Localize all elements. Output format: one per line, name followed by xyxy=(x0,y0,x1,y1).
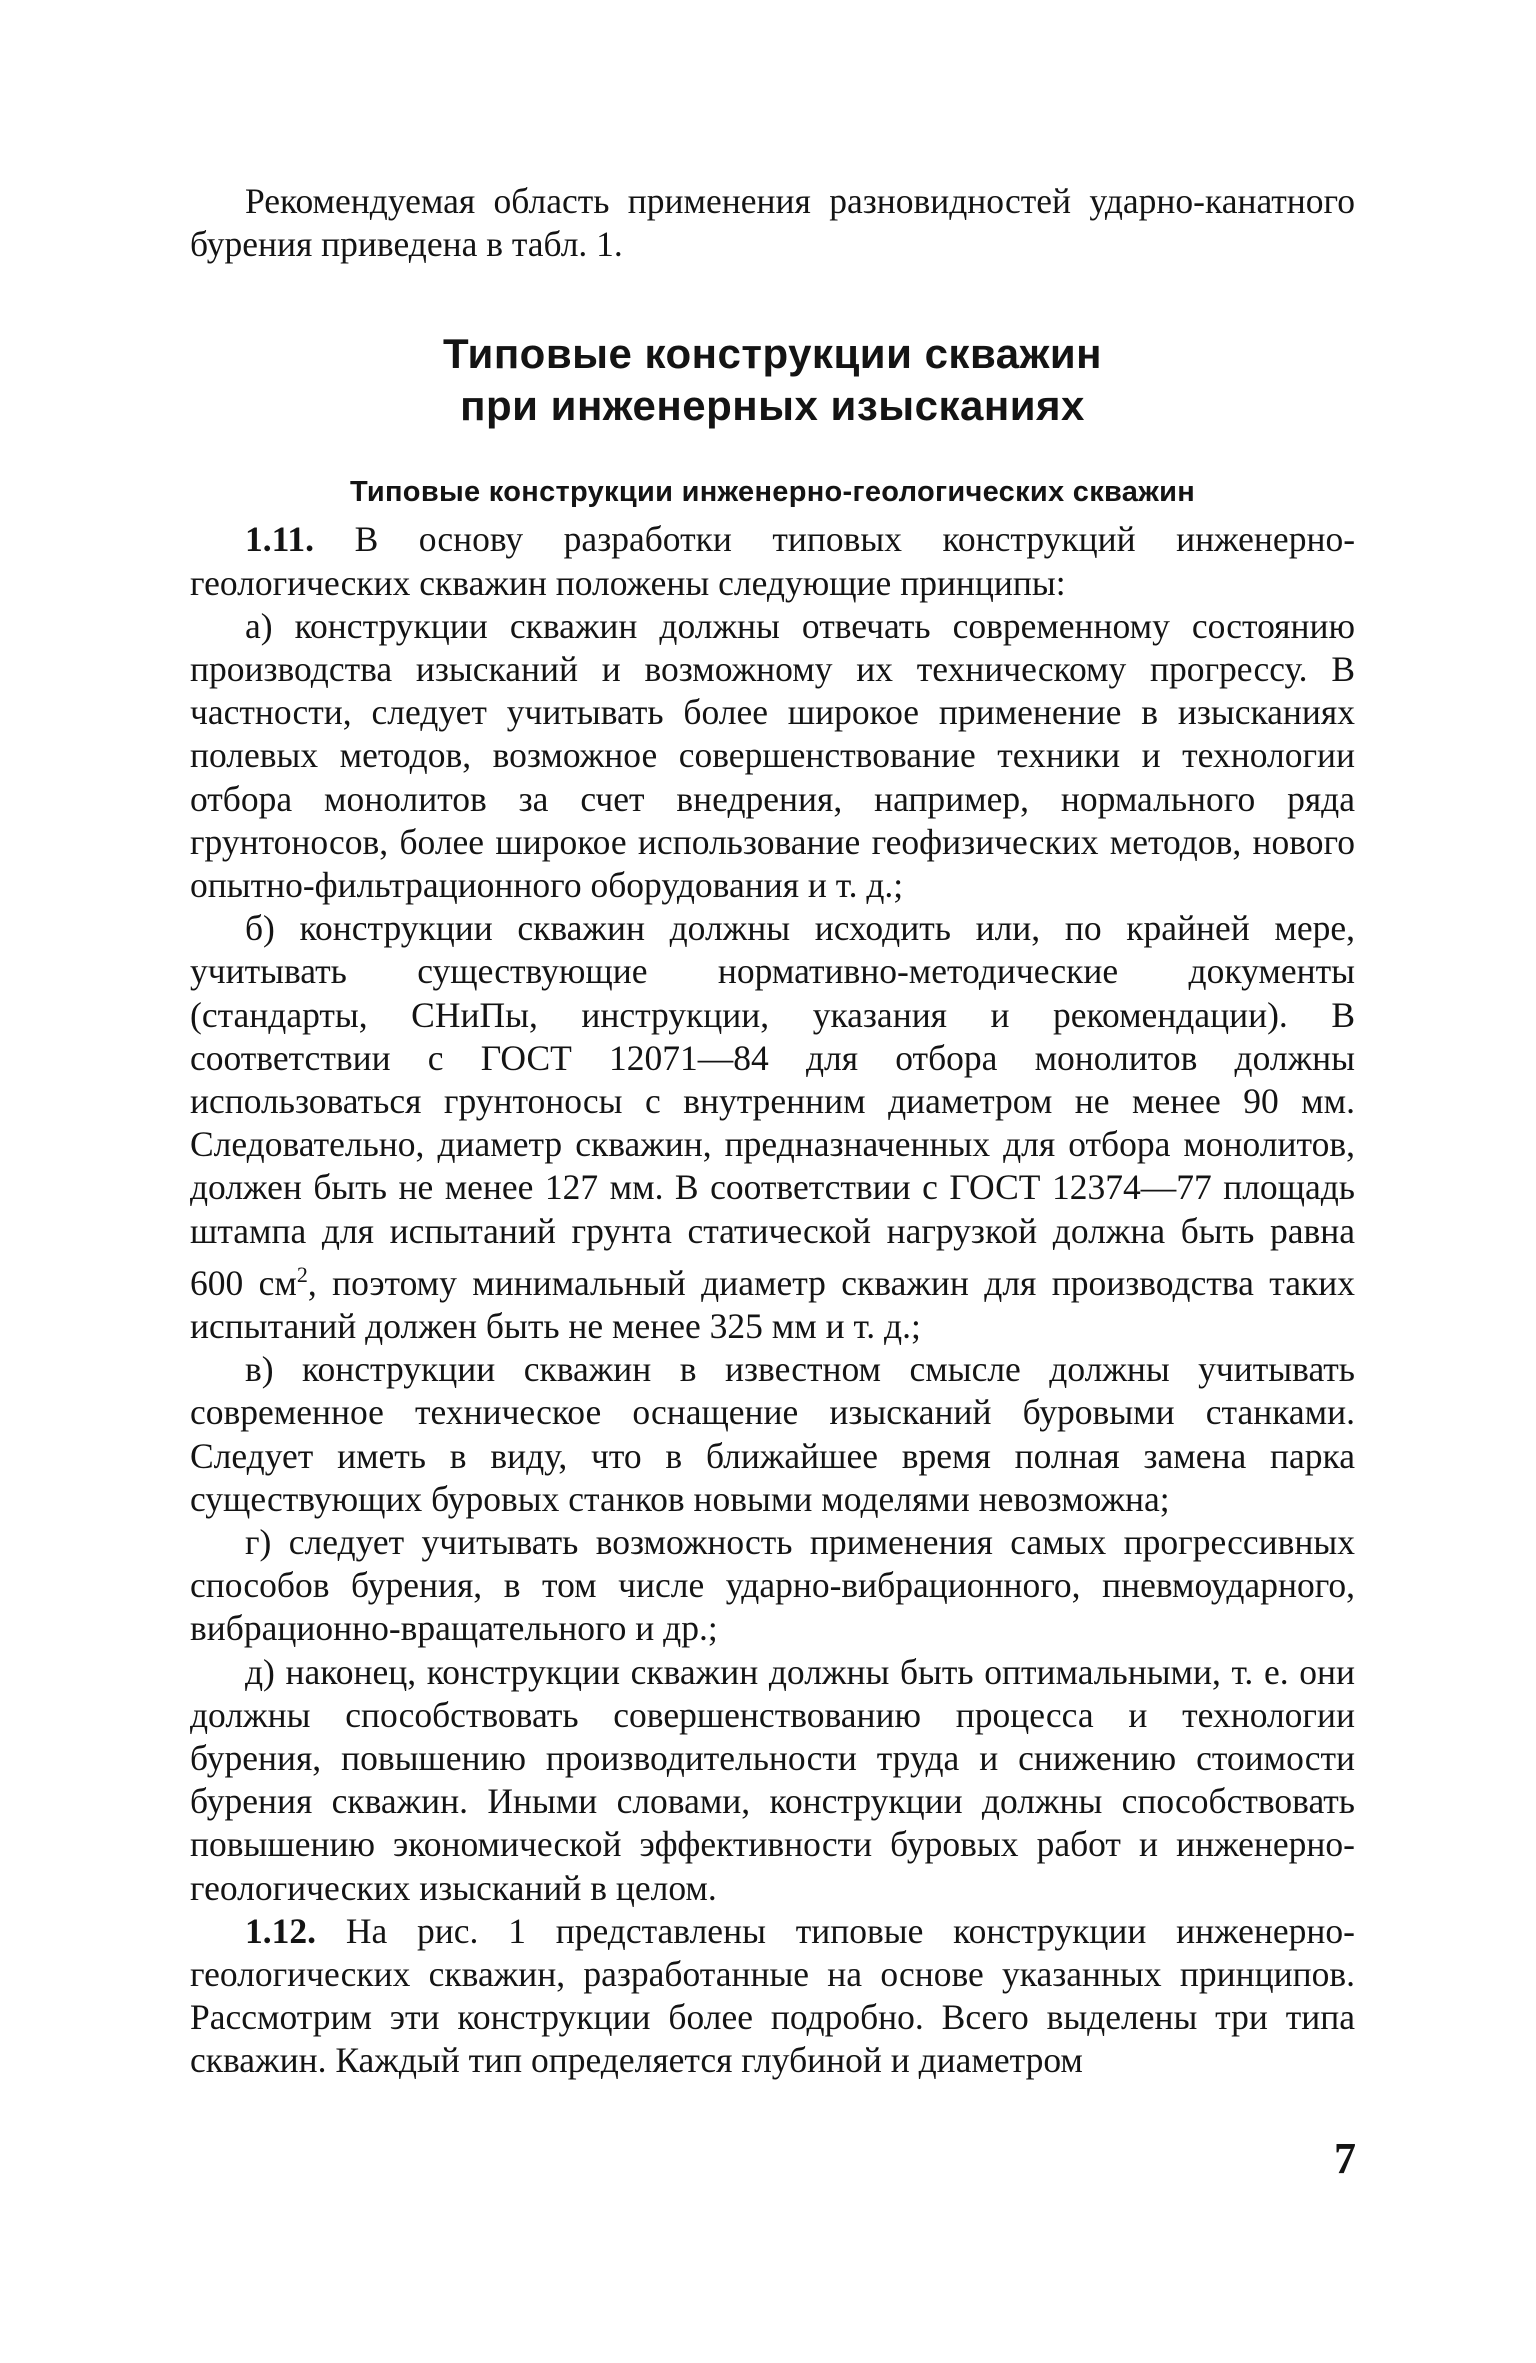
list-item-g: г) следует учитывать возможность применения самых прогрессивных способов бурения, в том числе ударно-вибрационного, пневмоударного, вибрационно-вращательного и др.; xyxy=(190,1521,1355,1649)
paragraph-1-12 xyxy=(190,1910,1355,2083)
superscript-2: 2 xyxy=(296,1261,308,1287)
intro-paragraph: Рекомендуемая область применения разновидностей ударно-канатного бурения приведена в табл. 1. xyxy=(190,181,1355,265)
list-item-b xyxy=(190,907,1355,1348)
section-title-line-1: Типовые конструкции скважин xyxy=(442,330,1103,378)
subsection-title: Типовые конструкции инженерно-геологических скважин xyxy=(349,476,1196,509)
list-item-v: в) конструкции скважин в известном смысле должны учитывать современное техническое оснащение изысканий буровыми станками. Следует иметь в виду, что в ближайшее время полная замена парка существующих буровых станков новыми моделями невозможна; xyxy=(190,1349,1355,1519)
paragraph-1-11-text: В основу разработки типовых конструкций инженерно-геологических скважин положены следующие принципы: xyxy=(190,519,1356,603)
paragraph-1-11 xyxy=(190,518,1355,604)
list-item-a: а) конструкции скважин должны отвечать современному состоянию производства изысканий и возможному их техническому прогрессу. В частности, следует учитывать более широкое применение в изысканиях полевых методов, возможное совершенствование техники и технологии отбора монолитов за счет внедрения, например, нормального ряда грунтоносов, более широкое использование геофизических методов, нового опытно-фильтрационного оборудования и т. д.; xyxy=(190,605,1355,906)
paragraph-1-12-text: На рис. 1 представлены типовые конструкции инженерно-геологических скважин, разработанные на основе указанных принципов. Рассмотрим эти конструкции более подробно. Всего выделены три типа скважин. Каждый тип определяется глубиной и диаметром xyxy=(190,1910,1356,2081)
list-item-b-text: б) конструкции скважин должны исходить или, по крайней мере, учитывать существующие нормативно-методические документы (стандарты, СНиПы, инструкции, указания и рекомендации). В соответствии с ГОСТ 12071—84 для отбора монолитов должны использоваться грунтоносы с внутренним диаметром не менее 90 мм. Следовательно, диаметр скважин, предназначенных для отбора монолитов, должен быть не менее 127 мм. В соответствии с ГОСТ 12374—77 площадь штампа для испытаний грунта статической нагрузкой должна быть равна 600 см xyxy=(190,908,1355,1303)
paragraph-number-1-11: 1.11. xyxy=(245,519,315,560)
page-content xyxy=(190,180,1355,2083)
page-number: 7 xyxy=(1334,2134,1356,2183)
list-item-d: д) наконец, конструкции скважин должны быть оптимальными, т. е. они должны способствовать совершенствованию процесса и технологии бурения, повышению производительности труда и снижению стоимости бурения скважин. Иными словами, конструкции должны способствовать повышению экономической эффективности буровых работ и инженерно-геологических изысканий в целом. xyxy=(190,1651,1355,1908)
paragraph-number-1-12: 1.12. xyxy=(245,1910,316,1951)
section-title-line-2: при инженерных изысканиях xyxy=(460,382,1085,430)
section-title xyxy=(190,328,1355,432)
list-item-b-text-end: , поэтому минимальный диаметр скважин для производства таких испытаний должен быть не менее 325 мм и т. д.; xyxy=(190,1262,1355,1346)
